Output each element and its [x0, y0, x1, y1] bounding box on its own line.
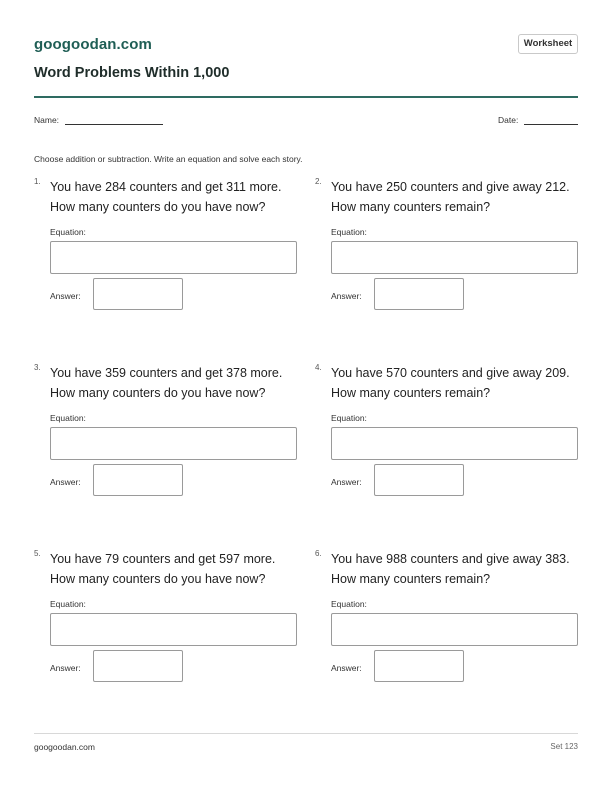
instructions: Choose addition or subtraction. Write an equation and solve each story.	[34, 154, 303, 164]
problem-line-2: How many counters do you have now?	[50, 386, 266, 400]
equation-label: Equation:	[331, 413, 367, 423]
problem-line-2: How many counters remain?	[331, 386, 491, 400]
problem-text	[50, 363, 302, 403]
problem-number: 4.	[315, 363, 322, 372]
problem-1	[34, 177, 294, 317]
equation-label: Equation:	[50, 599, 86, 609]
equation-box[interactable]	[331, 241, 578, 274]
answer-label: Answer:	[331, 477, 362, 487]
answer-label: Answer:	[331, 663, 362, 673]
footer-divider	[34, 733, 578, 734]
problem-line-1: You have 250 counters and give away 212.	[331, 180, 570, 194]
name-line[interactable]	[65, 124, 163, 125]
answer-label: Answer:	[50, 291, 81, 301]
problem-line-1: You have 284 counters and get 311 more.	[50, 180, 282, 194]
problem-text	[331, 549, 583, 589]
date-label: Date:	[498, 115, 519, 125]
equation-label: Equation:	[331, 227, 367, 237]
equation-box[interactable]	[331, 613, 578, 646]
answer-box[interactable]	[374, 278, 464, 310]
answer-box[interactable]	[374, 650, 464, 682]
problem-line-1: You have 570 counters and give away 209.	[331, 366, 570, 380]
equation-box[interactable]	[50, 613, 297, 646]
problem-line-1: You have 988 counters and give away 383.	[331, 552, 570, 566]
equation-label: Equation:	[331, 599, 367, 609]
header-divider	[34, 96, 578, 98]
problem-number: 5.	[34, 549, 41, 558]
problem-text	[331, 363, 583, 403]
date-line[interactable]	[524, 124, 578, 125]
problem-text	[50, 549, 302, 589]
page-title: Word Problems Within 1,000	[34, 65, 230, 81]
footer-set-number: Set 123	[550, 742, 578, 751]
equation-label: Equation:	[50, 227, 86, 237]
problem-5	[34, 549, 294, 689]
footer-site: googoodan.com	[34, 742, 95, 752]
answer-box[interactable]	[93, 464, 183, 496]
problem-text	[331, 177, 583, 217]
answer-label: Answer:	[50, 477, 81, 487]
problem-6	[315, 549, 575, 689]
problem-number: 1.	[34, 177, 41, 186]
problem-text	[50, 177, 302, 217]
equation-box[interactable]	[50, 427, 297, 460]
answer-label: Answer:	[331, 291, 362, 301]
equation-box[interactable]	[50, 241, 297, 274]
problem-4	[315, 363, 575, 503]
problem-number: 2.	[315, 177, 322, 186]
problem-line-2: How many counters remain?	[331, 200, 491, 214]
worksheet-tag: Worksheet	[518, 34, 578, 54]
name-label: Name:	[34, 115, 60, 125]
problem-line-2: How many counters do you have now?	[50, 200, 266, 214]
equation-box[interactable]	[331, 427, 578, 460]
answer-box[interactable]	[374, 464, 464, 496]
equation-label: Equation:	[50, 413, 86, 423]
problem-line-2: How many counters do you have now?	[50, 572, 266, 586]
problem-number: 3.	[34, 363, 41, 372]
problem-line-1: You have 79 counters and get 597 more.	[50, 552, 276, 566]
answer-box[interactable]	[93, 650, 183, 682]
problem-line-2: How many counters remain?	[331, 572, 491, 586]
problem-number: 6.	[315, 549, 322, 558]
brand-logo: googoodan.com	[34, 36, 152, 53]
problem-2	[315, 177, 575, 317]
answer-label: Answer:	[50, 663, 81, 673]
answer-box[interactable]	[93, 278, 183, 310]
problem-3	[34, 363, 294, 503]
problem-line-1: You have 359 counters and get 378 more.	[50, 366, 283, 380]
